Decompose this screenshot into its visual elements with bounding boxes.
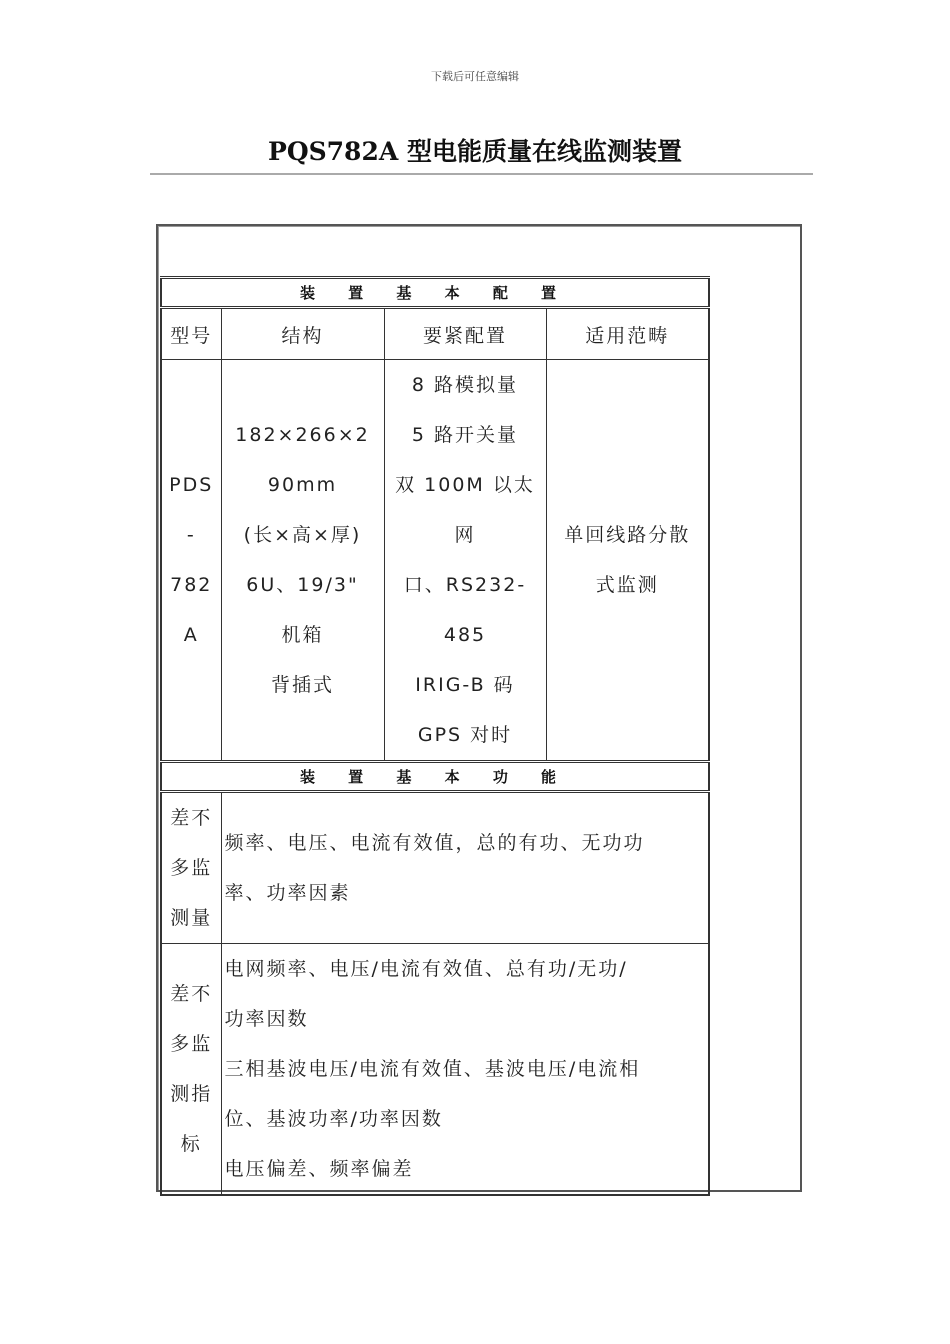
- scope-cell: [546, 360, 709, 762]
- function-label-line: 标: [180, 1133, 202, 1155]
- structure-line: 6U、19/3": [246, 574, 359, 596]
- scope-line: 式监测: [595, 574, 659, 596]
- function-label-line: 差不: [170, 983, 213, 1005]
- column-header-scope: 适用范畴: [546, 308, 709, 360]
- model-cell: [161, 360, 221, 762]
- function-desc-line: 频率、电压、电流有效值，总的有功、无功功: [224, 832, 645, 854]
- column-header-structure: 结构: [221, 308, 384, 360]
- structure-line: 182×266×2: [235, 424, 370, 446]
- section-header-function: 装 置 基 本 功 能: [161, 762, 709, 792]
- function-desc-cell: [221, 944, 709, 1196]
- structure-line: 机箱: [281, 624, 324, 646]
- function-desc-cell: [221, 792, 709, 944]
- model-line: -: [186, 524, 196, 546]
- structure-line: 背插式: [270, 674, 334, 696]
- function-label-line: 多监: [170, 1033, 213, 1055]
- function-desc-line: 功率因数: [224, 1008, 309, 1030]
- main-config-cell: [384, 360, 546, 762]
- model-line: A: [183, 624, 199, 646]
- section-header-config: 装 置 基 本 配 置: [161, 278, 709, 308]
- config-line: IRIG-B 码: [415, 674, 515, 696]
- function-label-line: 多监: [170, 857, 213, 879]
- structure-cell: [221, 360, 384, 762]
- function-label-cell: [161, 944, 221, 1196]
- document-title: PQS782A 型电能质量在线监测装置: [268, 137, 682, 166]
- config-line: 8 路模拟量: [411, 374, 519, 396]
- structure-line: (长×高×厚): [243, 524, 362, 546]
- function-desc-line: 电网频率、电压/电流有效值、总有功/无功/: [224, 958, 628, 980]
- function-desc-line: 三相基波电压/电流有效值、基波电压/电流相: [224, 1058, 641, 1080]
- function-label-line: 测量: [170, 907, 213, 929]
- column-header-main-config: 要紧配置: [384, 308, 546, 360]
- model-line: PDS: [169, 474, 214, 496]
- config-line: 双 100M 以太: [395, 474, 535, 496]
- config-line: 485: [443, 624, 487, 646]
- function-desc-line: 位、基波功率/功率因数: [224, 1108, 443, 1130]
- function-label-line: 差不: [170, 807, 213, 829]
- function-label-cell: [161, 792, 221, 944]
- config-line: 口、RS232-: [403, 574, 527, 596]
- config-line: GPS 对时: [417, 724, 513, 746]
- scope-line: 单回线路分散: [564, 524, 691, 546]
- title-divider: [150, 173, 813, 175]
- model-line: 782: [170, 574, 213, 596]
- function-label-line: 测指: [170, 1083, 213, 1105]
- function-desc-line: 率、功率因素: [224, 882, 351, 904]
- column-header-model: 型号: [161, 308, 221, 360]
- header-note: 下载后可任意编辑: [431, 70, 519, 83]
- function-desc-line: 电压偏差、频率偏差: [224, 1158, 414, 1180]
- spec-table: [160, 276, 710, 1196]
- config-line: 网: [454, 524, 476, 546]
- config-line: 5 路开关量: [411, 424, 519, 446]
- structure-line: 90mm: [267, 474, 338, 496]
